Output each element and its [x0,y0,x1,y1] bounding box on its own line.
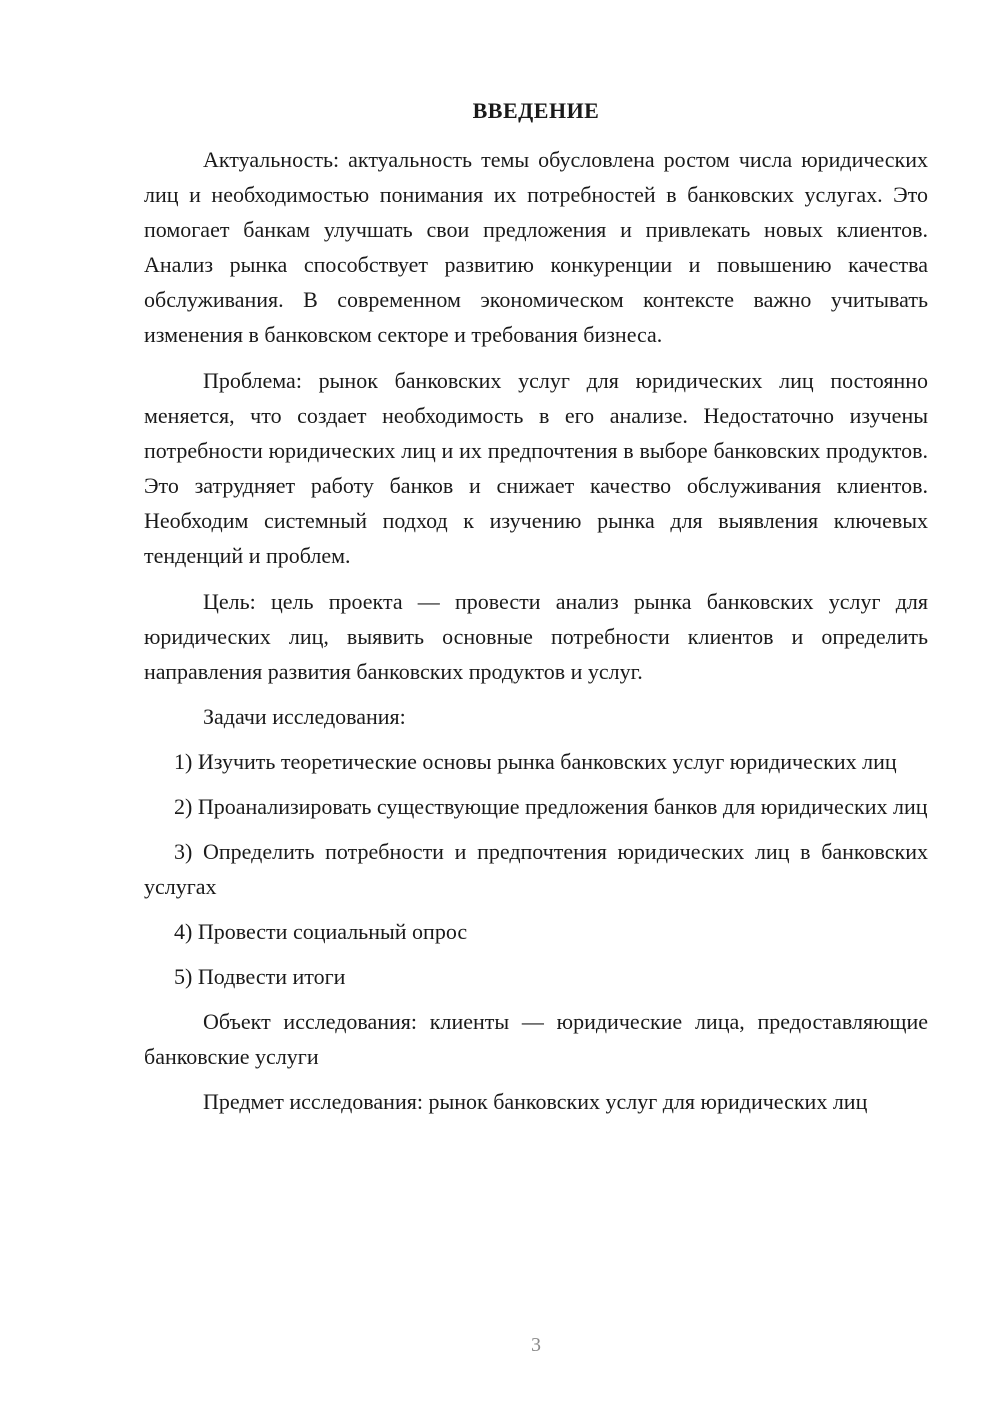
tasks-list [144,744,928,994]
list-item: 1) Изучить теоретические основы рынка банковских услуг юридических лиц [174,749,897,774]
paragraph-goal: Цель: цель проекта — провести анализ рынка банковских услуг для юридических лиц, выявить основные потребности клиентов и определить направления развития банковских продуктов и услуг. [144,589,928,684]
section-title: ВВЕДЕНИЕ [472,98,600,123]
page-number: 3 [531,1334,541,1356]
paragraph-object: Объект исследования: клиенты — юридические лица, предоставляющие банковские услуги [144,1009,928,1069]
document-body [144,142,928,1119]
paragraph-tasks-heading: Задачи исследования: [203,704,406,729]
list-item: 2) Проанализировать существующие предложения банков для юридических лиц [174,794,928,819]
list-item: 5) Подвести итоги [174,964,346,989]
paragraph-relevance: Актуальность: актуальность темы обусловлена ростом числа юридических лиц и необходимостью понимания их потребностей в банковских услугах. Это помогает банкам улучшать свои предложения и привлекать новых клиентов. Анализ рынка способствует развитию конкуренции и повышению качества обслуживания. В современном экономическом контексте важно учитывать изменения в банковском секторе и требования бизнеса. [144,147,928,347]
paragraph-problem: Проблема: рынок банковских услуг для юридических лиц постоянно меняется, что создает необходимость в его анализе. Недостаточно изучены потребности юридических лиц и их предпочтения в выборе банковских продуктов. Это затрудняет работу банков и снижает качество обслуживания клиентов. Необходим системный подход к изучению рынка для выявления ключевых тенденций и проблем. [144,368,928,568]
paragraph-subject: Предмет исследования: рынок банковских услуг для юридических лиц [203,1089,868,1114]
list-item: 3) Определить потребности и предпочтения юридических лиц в банковских услугах [144,839,928,899]
list-item: 4) Провести социальный опрос [174,919,468,944]
